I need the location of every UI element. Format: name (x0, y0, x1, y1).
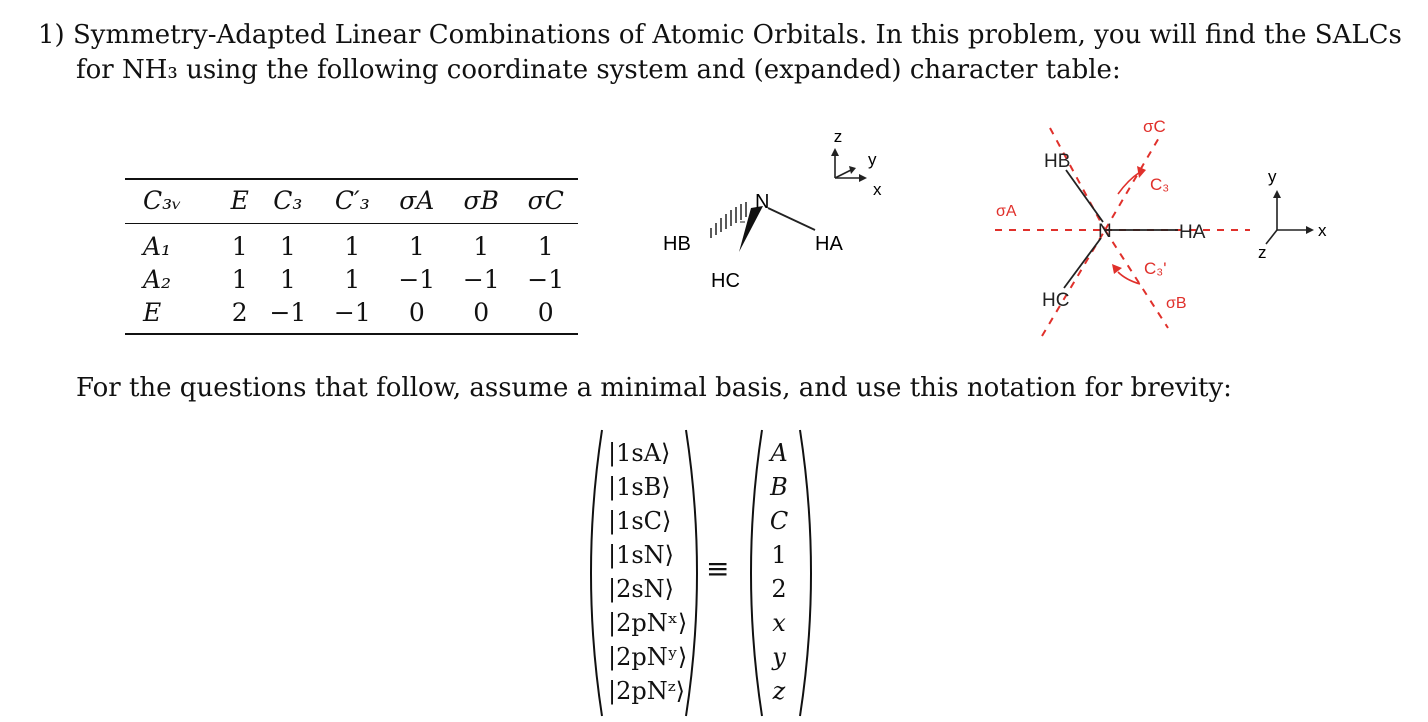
side-axis-y: y (868, 150, 877, 169)
symbol-item: 2 (771, 575, 787, 603)
side-atom-ha: HA (815, 233, 843, 255)
equivalence-symbol: ≡ (706, 552, 730, 585)
top-axis-x: x (1318, 221, 1327, 240)
ket-item: |2pNᶻ⟩ (608, 677, 686, 705)
ket-item: |1sC⟩ (608, 507, 672, 535)
character-cell: −1 (462, 265, 500, 294)
left-paren-left (586, 428, 604, 718)
c3prime-label: C₃' (1144, 259, 1167, 278)
top-atom-n: N (1098, 221, 1112, 242)
character-cell: −1 (398, 265, 436, 294)
op-header-sigma-c: σC (513, 179, 578, 224)
ket-item: |2pNˣ⟩ (608, 609, 688, 637)
problem-number: 1) (38, 20, 65, 50)
character-cell: 2 (224, 296, 256, 334)
mirror-plane-extensions (1042, 128, 1250, 336)
character-table-header (125, 179, 578, 224)
top-atom-ha: HA (1179, 222, 1206, 243)
side-atom-hb: HB (663, 233, 691, 255)
op-header-c3prime: C′₃ (320, 179, 384, 224)
character-table (125, 178, 578, 335)
character-cell: −1 (320, 296, 384, 334)
op-header-e: E (224, 179, 256, 224)
top-atom-hb: HB (1044, 151, 1071, 172)
top-axis-z: z (1258, 243, 1267, 262)
irrep-label: E (125, 296, 224, 334)
top-axes (1258, 167, 1327, 262)
character-cell: 1 (279, 265, 296, 294)
ket-item: |1sA⟩ (608, 439, 671, 467)
symbol-item: y (772, 643, 786, 671)
side-axis-z: z (833, 127, 843, 146)
side-axes (831, 127, 882, 199)
point-group-header: C₃ᵥ (125, 179, 224, 224)
symbol-item: z (772, 677, 786, 705)
character-cell: 0 (385, 296, 449, 334)
problem-text-line2: for NH₃ using the following coordinate system and (expanded) character table: (76, 55, 1121, 85)
symbol-item: A (770, 439, 788, 467)
followup-text: For the questions that follow, assume a minimal basis, and use this notation for brevity: (76, 373, 1232, 403)
problem-title: Symmetry-Adapted Linear Combinations of Atomic Orbitals. (72, 20, 868, 50)
table-row (125, 296, 578, 334)
sigma-c-label: σC (1143, 117, 1166, 136)
character-cell: 1 (344, 265, 361, 294)
op-header-sigma-b: σB (449, 179, 513, 224)
molecule-side-view (655, 120, 915, 300)
symbol-column (764, 436, 794, 708)
symbol-item: B (770, 473, 788, 501)
left-paren-right (684, 428, 702, 718)
character-cell: 1 (344, 232, 361, 261)
character-cell: 1 (231, 232, 248, 261)
character-cell: 0 (513, 296, 578, 334)
symbol-item: 1 (771, 541, 787, 569)
op-header-sigma-a: σA (385, 179, 449, 224)
character-cell: 1 (231, 265, 248, 294)
symbol-item: C (769, 507, 789, 535)
irrep-label: A₁ (143, 232, 172, 261)
side-axis-x: x (873, 180, 882, 199)
c3-label: C₃ (1150, 175, 1170, 194)
molecule-top-view (990, 108, 1370, 348)
side-atom-n: N (755, 191, 770, 213)
character-cell: 1 (408, 232, 425, 261)
mirror-planes (995, 136, 1168, 328)
op-header-c3: C₃ (256, 179, 320, 224)
ket-item: |1sB⟩ (608, 473, 671, 501)
ket-item: |2pNʸ⟩ (608, 643, 688, 671)
character-cell: −1 (256, 296, 320, 334)
problem-statement (38, 18, 1408, 88)
table-row (125, 224, 578, 264)
symbol-item: x (772, 609, 786, 637)
right-paren-left (746, 428, 764, 718)
character-cell: 0 (449, 296, 513, 334)
problem-text-line1: In this problem, you will find the SALCs (875, 20, 1402, 50)
top-axis-y: y (1268, 167, 1277, 186)
character-cell: 1 (279, 232, 296, 261)
sigma-b-label: σB (1166, 295, 1187, 312)
sigma-a-label: σA (996, 203, 1017, 220)
c3prime-arrow-icon (1112, 264, 1122, 274)
character-cell: 1 (473, 232, 490, 261)
irrep-label: A₂ (143, 265, 172, 294)
ket-item: |1sN⟩ (608, 541, 675, 569)
side-atom-hc: HC (711, 270, 740, 292)
top-atom-hc: HC (1042, 290, 1070, 311)
basis-notation (586, 428, 826, 718)
ket-column (608, 436, 687, 708)
ket-item: |2sN⟩ (608, 575, 675, 603)
right-paren-right (798, 428, 816, 718)
character-cell: −1 (527, 265, 565, 294)
character-cell: 1 (537, 232, 554, 261)
table-row (125, 263, 578, 296)
